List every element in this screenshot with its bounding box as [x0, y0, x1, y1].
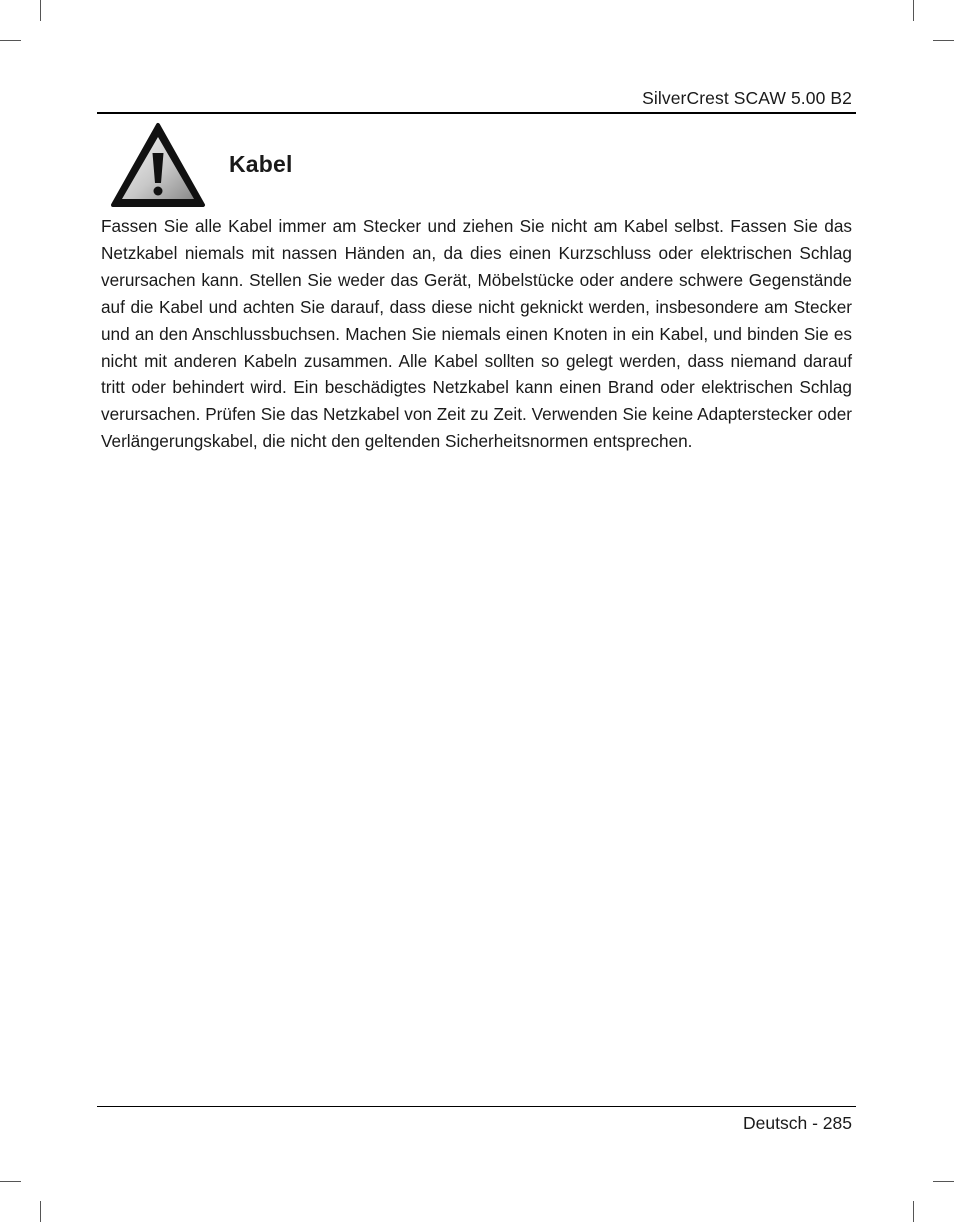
header-rule [97, 112, 856, 114]
crop-mark [0, 1181, 21, 1182]
body-paragraph: Fassen Sie alle Kabel immer am Stecker und ziehen Sie nicht am Kabel selbst. Fassen Sie das Netzkabel niemals mit nassen Händen an, da dies einen Kurzschluss oder elektrischen Schlag verursachen kann. Stellen Sie weder das Gerät, Möbelstücke oder andere schwere Gegenstände auf die Kabel und achten Sie darauf, dass diese nicht geknickt werden, insbesondere am Stecker und an den Anschlussbuchsen. Machen Sie niemals einen Knoten in ein Kabel, und binden Sie es nicht mit anderen Kabeln zusammen. Alle Kabel sollten so gelegt werden, dass niemand darauf tritt oder behindert wird. Ein beschädigtes Netzkabel kann einen Brand oder elektrischen Schlag verursachen. Prüfen Sie das Netzkabel von Zeit zu Zeit. Verwenden Sie keine Adapterstecker oder Verlängerungskabel, die nicht den geltenden Sicherheitsnormen entsprechen. [101, 216, 852, 452]
crop-mark [0, 40, 21, 41]
warning-triangle-icon [110, 122, 206, 208]
crop-mark [933, 1181, 954, 1182]
section-title: Kabel [229, 151, 293, 177]
page-number: Deutsch - 285 [743, 1113, 852, 1133]
crop-mark [913, 0, 914, 21]
crop-mark [40, 0, 41, 21]
crop-mark [933, 40, 954, 41]
crop-mark [913, 1201, 914, 1222]
running-header: SilverCrest SCAW 5.00 B2 [642, 88, 852, 108]
crop-mark [40, 1201, 41, 1222]
footer-rule [97, 1106, 856, 1107]
